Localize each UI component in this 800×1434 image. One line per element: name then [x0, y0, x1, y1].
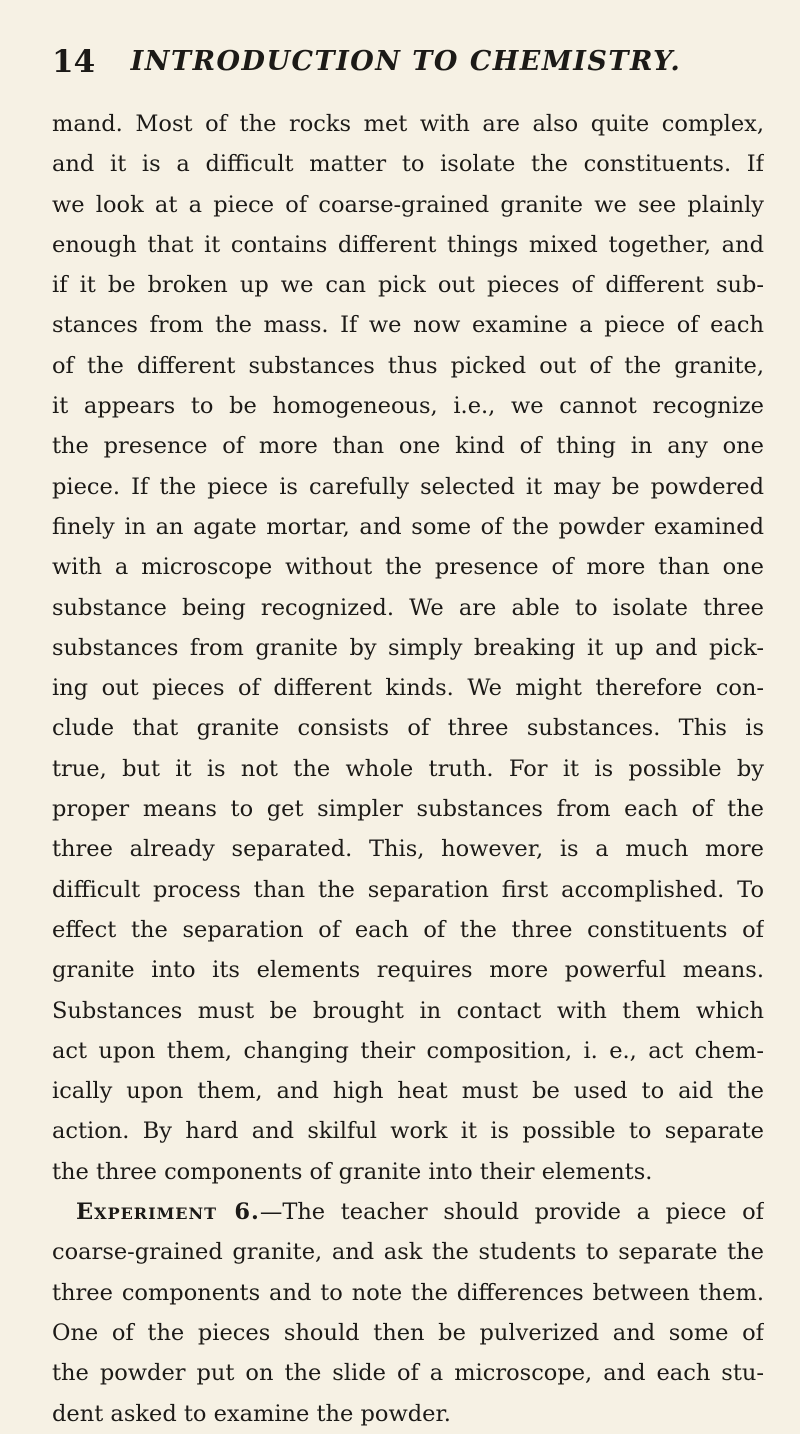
running-title: INTRODUCTION TO CHEMISTRY.	[130, 46, 682, 77]
text-line: finely in an agate mortar, and some of the powder examined	[52, 513, 764, 540]
text-line: the three components of granite into their elements.	[52, 1158, 653, 1185]
text-line: we look at a piece of coarse-grained granite we see plainly	[52, 191, 764, 218]
text-line: and it is a difficult matter to isolate the constituents. If	[52, 151, 764, 178]
body-text	[52, 104, 764, 1434]
text-line: the powder put on the slide of a microscope, and each stu-	[52, 1360, 764, 1387]
text-line: three already separated. This, however, is a much more	[52, 836, 764, 863]
text-line: with a microscope without the presence of more than one	[52, 554, 764, 581]
text-line: it appears to be homogeneous, i.e., we cannot recognize	[52, 393, 764, 420]
text-line: substance being recognized. We are able to isolate three	[52, 594, 764, 621]
text-line: act upon them, changing their composition, i. e., act chem-	[52, 1037, 764, 1064]
text-line: Substances must be brought in contact with them which	[52, 997, 764, 1024]
text-line: ing out pieces of different kinds. We might therefore con-	[52, 675, 764, 702]
experiment-label: Experiment 6.	[76, 1199, 260, 1226]
text-line: clude that granite consists of three substances. This is	[52, 715, 764, 742]
experiment-paragraph	[52, 1192, 764, 1434]
text-line: substances from granite by simply breaking it up and pick-	[52, 634, 764, 661]
text-line: piece. If the piece is carefully selected it may be powdered	[52, 473, 764, 500]
text-line: coarse-grained granite, and ask the students to separate the	[52, 1239, 764, 1266]
text-line: three components and to note the differences between them.	[52, 1279, 764, 1306]
text-line: stances from the mass. If we now examine a piece of each	[52, 312, 764, 339]
text-line: proper means to get simpler substances from each of the	[52, 796, 764, 823]
page-header	[52, 42, 760, 82]
text-line: enough that it contains different things mixed together, and	[52, 231, 764, 258]
text-line: of the different substances thus picked out of the granite,	[52, 352, 764, 379]
page-number: 14	[52, 44, 96, 80]
text-line: One of the pieces should then be pulverized and some of	[52, 1319, 764, 1346]
text-line: the presence of more than one kind of thing in any one	[52, 433, 764, 460]
text-line: dent asked to examine the powder.	[52, 1400, 451, 1427]
experiment-first-line	[52, 1192, 764, 1232]
text-line: action. By hard and skilful work it is possible to separate	[52, 1118, 764, 1145]
text-line: true, but it is not the whole truth. For it is possible by	[52, 755, 764, 782]
experiment-first-line-text: —The teacher should provide a piece of	[259, 1199, 764, 1226]
text-line: if it be broken up we can pick out pieces of different sub-	[52, 272, 764, 299]
text-line: ically upon them, and high heat must be used to aid the	[52, 1078, 764, 1105]
text-line: mand. Most of the rocks met with are also quite complex,	[52, 111, 764, 137]
paragraph	[52, 104, 764, 1192]
text-line: granite into its elements requires more powerful means.	[52, 957, 764, 984]
text-line: difficult process than the separation first accomplished. To	[52, 876, 764, 903]
text-line: effect the separation of each of the three constituents of	[52, 916, 764, 943]
